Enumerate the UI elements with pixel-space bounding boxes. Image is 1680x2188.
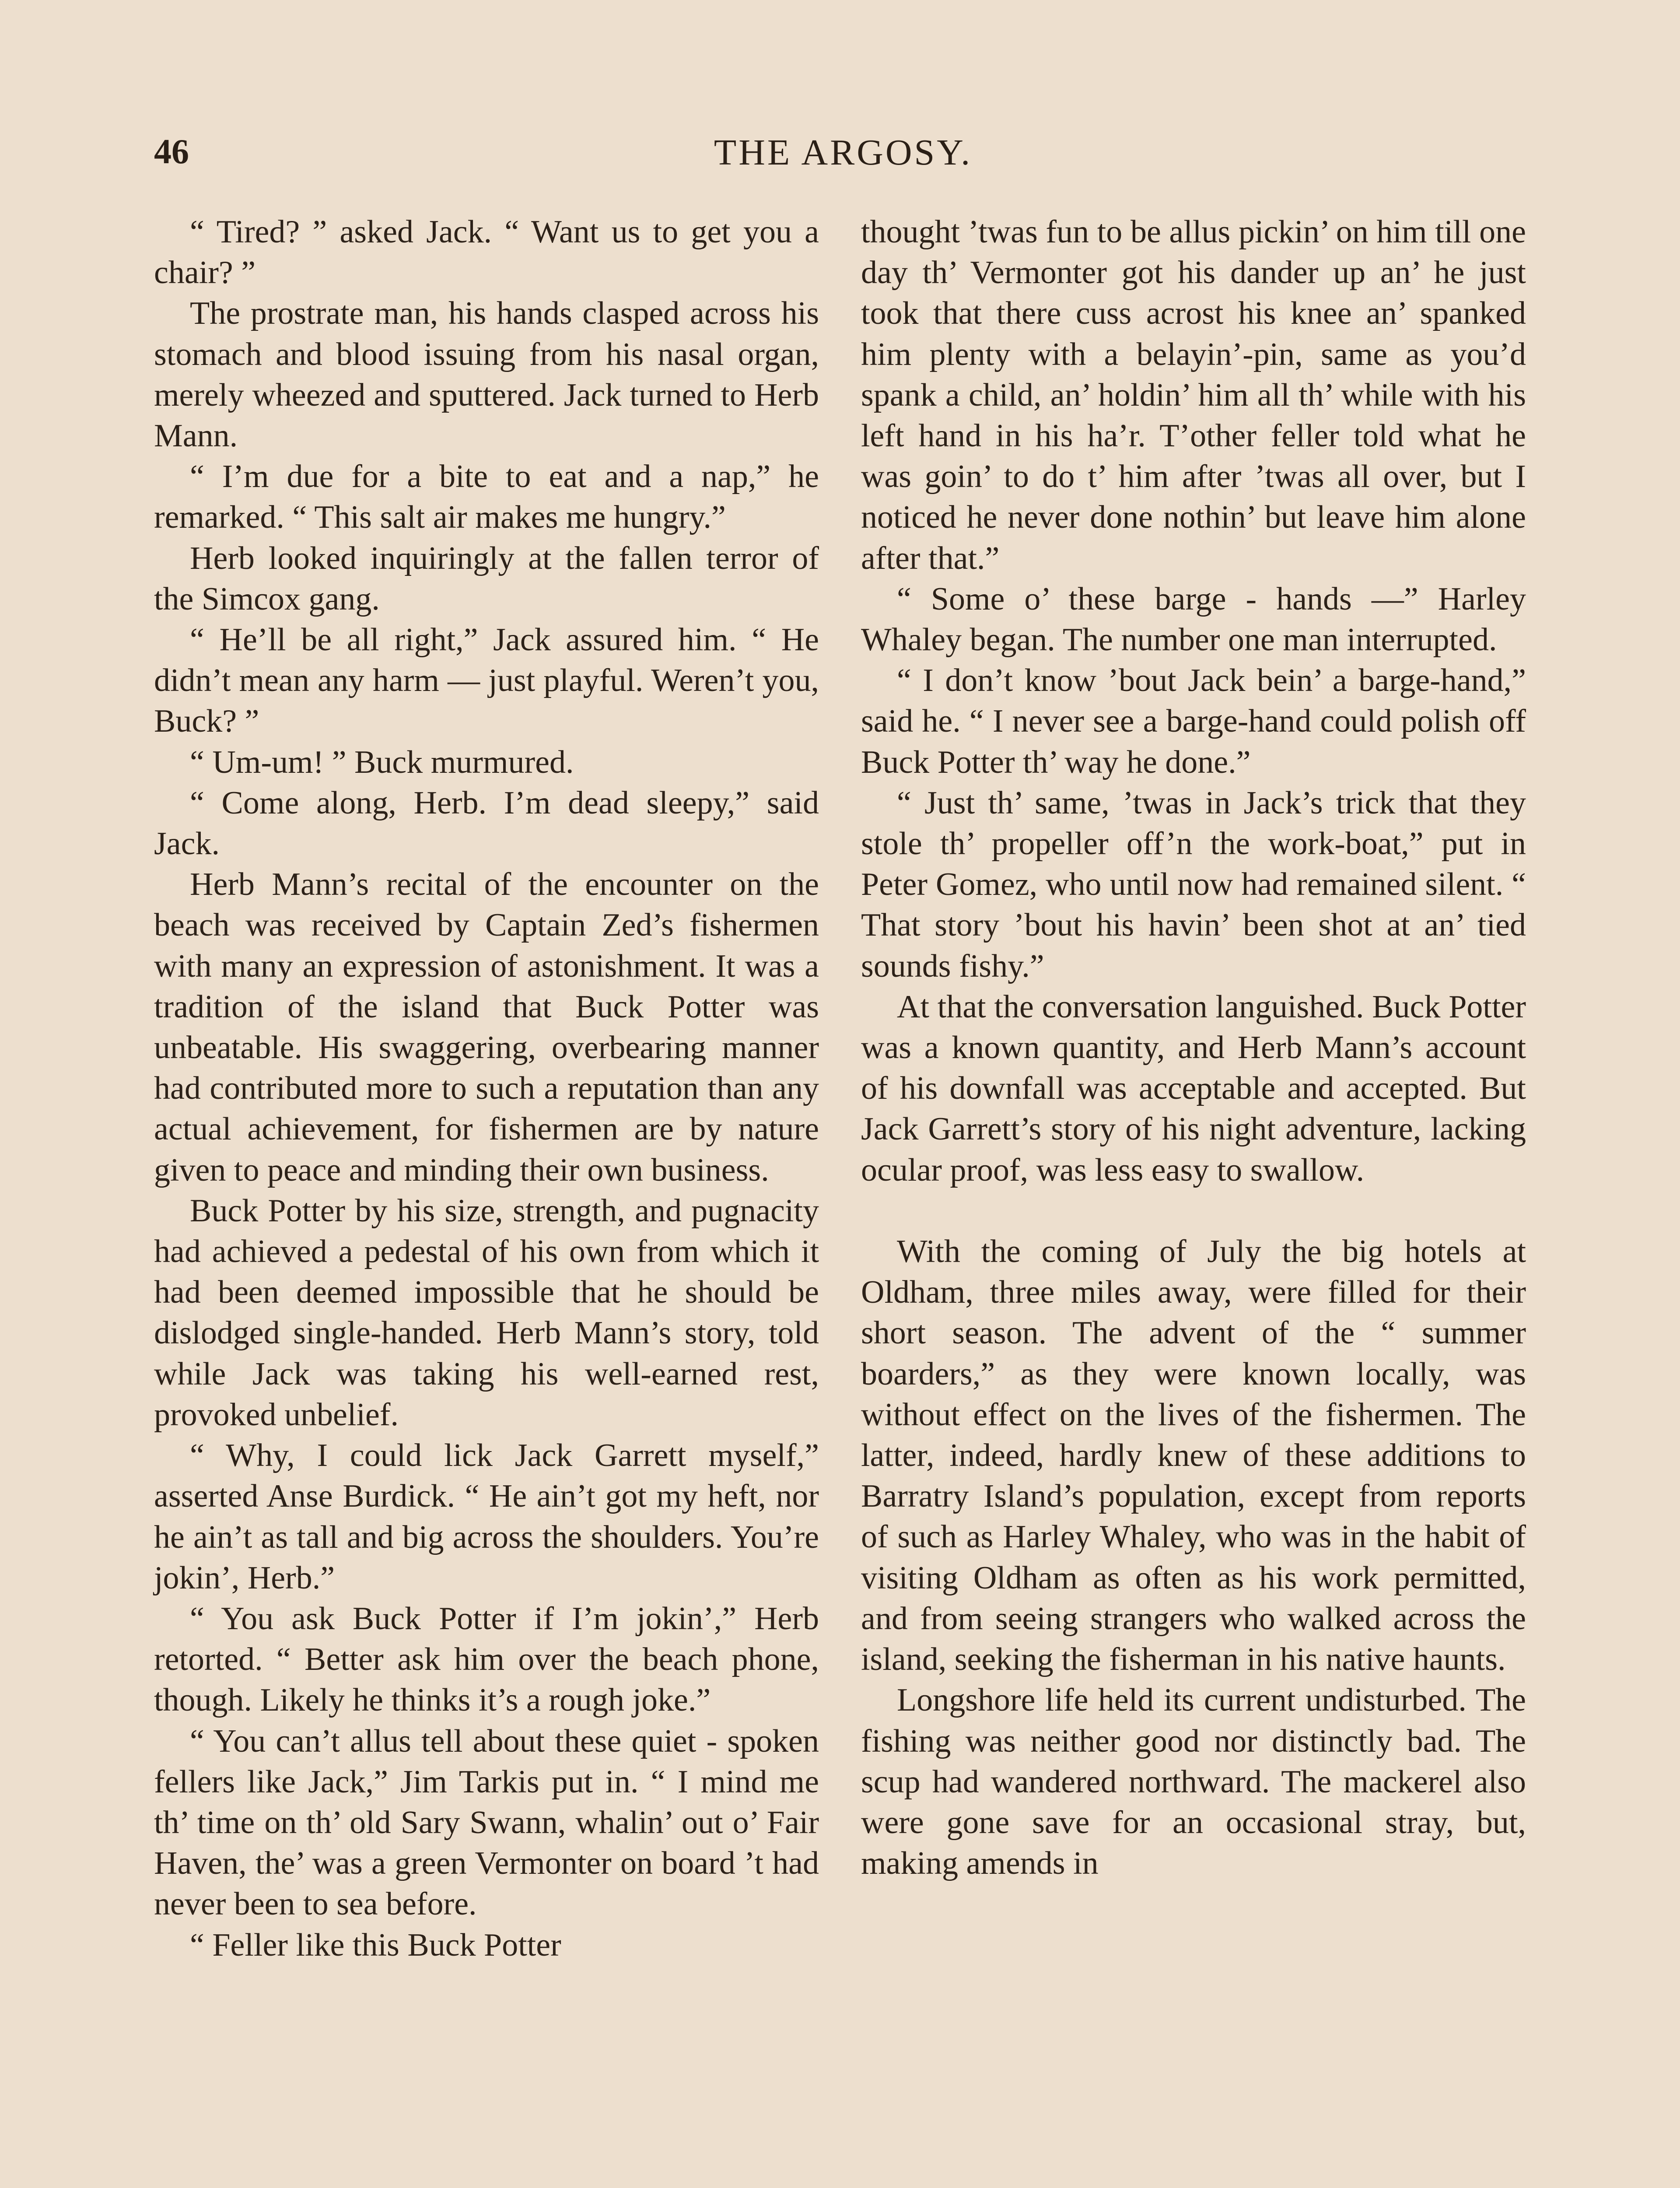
paragraph: Herb looked inquiringly at the fallen terror of the Simcox gang. [154, 540, 819, 617]
left-column [154, 212, 819, 1966]
paragraph: “ I’m due for a bite to eat and a nap,” he remarked. “ This salt air makes me hungry.” [154, 459, 819, 536]
paragraph: “ Some o’ these barge - hands —” Harley Whaley began. The number one man interrupted. [861, 581, 1526, 658]
paragraph: Herb Mann’s recital of the encounter on the beach was received by Captain Zed’s fishermen with many an expression of astonishment. It was a tradition of the island that Buck Potter was unbeatable. His swaggering, overbearing manner had contributed more to such a reputation than any actual achievement, for fishermen are by nature given to peace and minding their own business. [154, 866, 819, 1188]
paragraph: The prostrate man, his hands clasped across his stomach and blood issuing from his nasal organ, merely wheezed and sputtered. Jack turned to Herb Mann. [154, 295, 819, 454]
paragraph: “ Why, I could lick Jack Garrett myself,” asserted Anse Burdick. “ He ain’t got my heft, nor he ain’t as tall and big across the shoulders. You’re jokin’, Herb.” [154, 1438, 819, 1596]
paragraph: “ I don’t know ’bout Jack bein’ a barge-hand,” said he. “ I never see a barge-hand could polish off Buck Potter th’ way he done.” [861, 663, 1526, 780]
paragraph: “ Tired? ” asked Jack. “ Want us to get you a chair? ” [154, 214, 819, 291]
page-header [154, 127, 1532, 188]
paragraph: With the coming of July the big hotels at Oldham, three miles away, were filled for their short season. The advent of the “ summer boarders,” as they were known locally, was without effect on the lives of the fishermen. The latter, indeed, hardly knew of these additions to Barratry Island’s population, except from reports of such as Harley Whaley, who was in the habit of visiting Oldham as often as his work permitted, and from seeing strangers who walked across the island, seeking the fisherman in his native haunts. [861, 1234, 1526, 1678]
paragraph: “ Feller like this Buck Potter [190, 1927, 561, 1963]
running-title: THE ARGOSY. [714, 132, 973, 173]
page-number: 46 [154, 133, 189, 171]
paragraph: Longshore life held its current undisturbed. The fishing was neither good nor distinctly bad. The scup had wandered northward. The mackerel also were gone save for an occasional stray, but, making amends in [861, 1682, 1526, 1882]
paragraph: “ He’ll be all right,” Jack assured him. “ He didn’t mean any harm — just playful. Weren’t you, Buck? ” [154, 622, 819, 740]
paragraph: “ Come along, Herb. I’m dead sleepy,” said Jack. [154, 785, 819, 862]
paragraph: “ You ask Buck Potter if I’m jokin’,” Herb retorted. “ Better ask him over the beach phone, though. Likely he thinks it’s a rough joke.” [154, 1600, 819, 1718]
paragraph: “ You can’t allus tell about these quiet - spoken fellers like Jack,” Jim Tarkis put in. “ I mind me th’ time on th’ old Sary Swann, whalin’ out o’ Fair Haven, the’ was a green Vermonter on board ’t had never been to sea before. [154, 1723, 819, 1922]
paragraph: At that the conversation languished. Buck Potter was a known quantity, and Herb Mann’s account of his downfall was acceptable and accepted. But Jack Garrett’s story of his night adventure, lacking ocular proof, was less easy to swallow. [861, 989, 1526, 1188]
paragraph: “ Just th’ same, ’twas in Jack’s trick that they stole th’ propeller off’n the work-boat,” put in Peter Gomez, who until now had remained silent. “ That story ’bout his havin’ been shot at an’ tied sounds fishy.” [861, 785, 1526, 984]
section-break [861, 1191, 1526, 1231]
right-column [861, 212, 1526, 1884]
paragraph-continued: thought ’twas fun to be allus pickin’ on him till one day th’ Vermonter got his dander up an’ he just took that there cuss acrost his knee an’ spanked him plenty with a belayin’-pin, same as you’d spank a child, an’ holdin’ him all th’ while with his left hand in his ha’r. T’other feller told what he was goin’ to do t’ him after ’twas all over, but I noticed he never done nothin’ but leave him alone after that.” [861, 214, 1526, 576]
paragraph: “ Um-um! ” Buck murmured. [190, 744, 574, 780]
paragraph: Buck Potter by his size, strength, and pugnacity had achieved a pedestal of his own from which it had been deemed impossible that he should be dislodged single-handed. Herb Mann’s story, told while Jack was taking his well-earned rest, provoked unbelief. [154, 1192, 819, 1433]
